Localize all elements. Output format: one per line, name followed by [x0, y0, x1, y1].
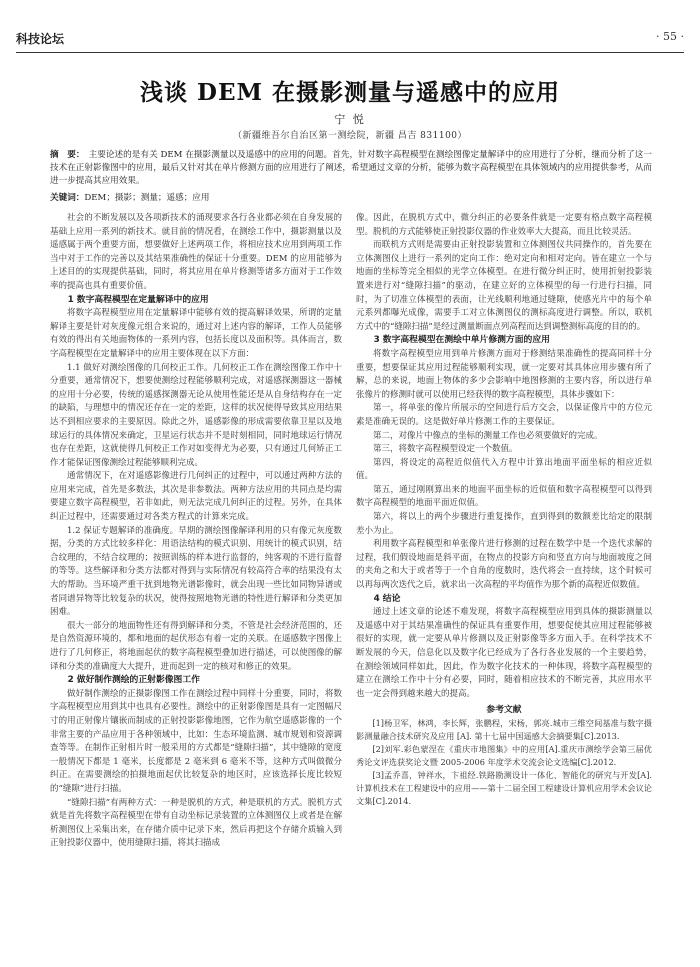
paragraph: 1.2 保证专题解译的准确度。早期的测绘图像解译利用的只有像元灰度数据，分类的方式比较多样化：用语法结构的模式识别、用统计的模式识别，结合纹理的，不结合纹理的；按照训练的样本进行监督的，纯客观的不进行监督的等等。这些解译和分类方法都对得到与实际情况有较高符合率的结果没有太大的帮助。当环境严重干扰到地物光谱影像时，就会出现一些比如同物异谱或者同谱异物等比较复杂的状况，使得按照地物光谱的特性进行解译和分类更加困难。: [50, 525, 342, 618]
paragraph: 第六，将以上的两个步骤进行重复操作，直到得到的数额差比给定的限制差小为止。: [356, 512, 652, 536]
running-header: [16, 30, 684, 48]
paragraph: 很大一部分的地面物性还有得到解译和分类，不管是社会经济范围的，还是自然资源环境的，都和地面的起伏形态有着一定的关联。在遥感数字图像上进行了几何修正，将地面起伏的数字高程模型叠加进行描述，可以使图像的解译和分类的准确度大大提升，进而起到一定的核对和修正的效果。: [50, 620, 342, 672]
paragraph: 第二，对像片中像点的坐标的测量工作也必须要做好的完成。: [373, 430, 603, 441]
keywords: [50, 192, 652, 205]
section-heading-3: 3 数字高程模型在测绘中单片修测方面的应用: [373, 335, 550, 346]
reference-item: [2]刘军.彩色蒙涅在《重庆市地图集》中的应用[A].重庆市测绘学会第三届优秀论文评选获奖论文暨 2005-2006 年度学术交流会论文选编[C].2012.: [356, 744, 652, 768]
abstract-label: 摘 要：: [50, 150, 85, 160]
journal-name: 科技论坛: [16, 32, 65, 46]
paragraph: 像。因此，在脱机方式中，微分纠正的必要条件就是一定要有格点数字高程模型。脱机的方式能够使正射投影仪器的作业效率大大提高，而且比较灵活。: [356, 213, 652, 237]
paper-title: 浅谈 DEM 在摄影测量与遥感中的应用: [140, 79, 560, 106]
author-affiliation: （新疆维吾尔自治区第一测绘院，新疆 昌吉 831100）: [232, 131, 468, 141]
reference-item: [3]孟乔喜，钟祥水，卞祖经.铁路勘测设计一体化、智能化的研究与开发[A]. 计算机技术在工程建设中的应用——第十二届全国工程建设计算机应用学术会议论文集[C].2014.: [356, 770, 652, 807]
right-column: [356, 212, 652, 808]
paragraph: 利用数字高程模型和单张像片进行修测的过程在数学中是一个迭代求解的过程，我们假设地面是斜平面，在物点的投影方向和竖直方向与地面坡度之间的夹角之和大于或者等于一个自角的度数时，迭代将会一直持续，这个时候可以再每两次迭代之后，就求出一次高程的平均值作为那个新的高程近似数值。: [356, 539, 652, 591]
paragraph: 通常情况下，在对遥感影像进行几何纠正的过程中，可以通过两种方法的应用来完成，首先是多数法，其次是非参数法。两种方法应用的共同点是均需要建立数字高程模型，若非如此，则无法完成几何纠正的过程。另外，在具体纠正过程中，还需要通过对各类方程式的计算来完成。: [50, 471, 342, 523]
paragraph: 第三，将数字高程模型设定一个数值。: [373, 444, 518, 455]
paragraph: 1.1 做好对测绘图像的几何校正工作。几何校正工作在测绘图像工作中十分重要，通常情况下，想要使测绘过程能够顺利完成，对遥感探测器这一器械的应用十分必要，传统的遥感探测器无论从使用性能还是从自身结构存在一定的缺陷，与理想中的情况还存在一定的差距，这样的状况使得导致其应用结果达不到相应要求的主要原因。除此之外，遥感影像的形成需要依靠卫星以及地球运行的具体情况来确定，卫星运行状态并不是时刻相同，同时地球运行情况也存在差距，这就使得几何校正工作对如变得尤为必要，只有通过几何矫正工作才能保证图像测绘过程能够顺利完成。: [50, 362, 342, 468]
page-number: · 55 ·: [656, 30, 684, 43]
paragraph: 第五，通过刚刚算出来的地面平面坐标的近似值和数字高程模型可以得到数字高程模型的地面平面近似值。: [356, 484, 652, 509]
paragraph: 社会的不断发展以及各项新技术的涌现要求各行各业都必须在自身发展的基础上应用一系列的新技术。就目前的情况看，在测绘工作中，摄影测量以及遥感属于两个重要方面，想要做好上述两项工作，将相应技术应用到两项工作当中对于工作的完善以及其结果准确性的保证十分重要。DEM 的应用能够为上述目的的实现提供基础，同时，将其应用在单片修测等诸多方面对于工作效率的提高也具有重要价值。: [50, 213, 342, 291]
paragraph: 而联机方式则是需要由正射投影装置和立体测图仪共同操作的，首先要在立体测图仪上进行一系列的定向工作：绝对定向和相对定向。皆在建立一个与地面的坐标等完全相似的光学立体模型。在进行微分纠正时，使用折射投影装置来进行对“缝隙扫描”的驱动，在建立好的立体模型的每一行进行扫描，同时，为了切准立体模型的表面，让光线顺利地通过缝隙，使感光片中的每个单元系列都曝光成像，需要手工对立体测图仪的测标高度进行调整。所以，联机方式中的“缝隙扫描”是经过测量断面点列高程而达到调整测标高度的目的的。: [356, 240, 652, 332]
reference-item: [1]杨卫军，林鸿，李长辉，张鹏程，宋杨，郭亮.城市三维空间基准与数字摄影测量融合技术研究及应用 [A]. 第十七届中国遥感大会摘要集[C].2013.: [356, 718, 652, 742]
header-divider: [16, 52, 684, 53]
paragraph: 通过上述文章的论述不难发现，将数字高程模型应用到具体的摄影测量以及遥感中对于其结果准确性的保证具有重要作用，想要促使其应用过程能够被很好的实现，就一定要从单片修测以及正射影像等多方面入手。在科学技术不断发展的今天，信息化以及数字化已经成为了各行各业发展的一个主要趋势，在测绘领域同样如此，因此，作为数字化技术的一种体现，将数字高程模型的建立在测绘工作中十分有必要，同时，随着相应技术的不断完善，其应用水平也一定会得到越来越大的提高。: [356, 607, 652, 699]
section-heading-1: 1 数字高程模型在定量解译中的应用: [67, 294, 209, 305]
paragraph: 第四，将设定的高程近似值代入方程中计算出地面平面坐标的相应近似值。: [356, 457, 652, 482]
keywords-label: 关键词：: [50, 193, 85, 203]
section-heading-4: 4 结论: [373, 593, 401, 604]
paragraph: 将数字高程模型应用在定量解译中能够有效的提高解译效果，所谓的定量解译主要是针对灰度像元组合来说的，通过对上述内容的解译，工作人员能够有效的得出有关地面物体的一系列内容，包括长度以及面积等。具体而言，数字高程模型在定量解译中的应用主要体现在以下方面：: [50, 308, 342, 359]
paragraph: “缝隙扫描”有两种方式：一种是脱机的方式，种是联机的方式。脱机方式就是首先将数字高程模型在带有自动坐标记录装置的立体测图仪上或者是在解析测图仪上采集出来，在存储介质中记录下来，然后再把这个存储介质输入到正射投影仪器中，使用缝隙扫描，将其扫描成: [50, 797, 342, 849]
paragraph: 做好制作测绘的正摄影像图工作在测绘过程中同样十分重要，同时，将数字高程模型应用到其中也具有必要性。测绘中的正射影像图是具有一定图幅尺寸的用正射像片镶嵌而制成的正射投影影像地图，它作为航空遥感影像的一个非常主要的产品应用于各种领域中，比如：生态环境监测、城市规划和资源调查等等。在制作正射相片时一般采用的方式都是“缝隙扫描”，其中缝隙的宽度一般情况下都是 1 毫米，长度都是 2 毫米到 6 毫米不等，这种方式叫做微分纠正。在需要测绘的拍摄地面起伏比较复杂的地区时，应该选择长度比较短的“缝隙”进行扫描。: [50, 688, 342, 794]
paragraph: 第一，将单张的像片所展示的空间进行后方交会，以保证像片中的方位元素是准确无误的。这是做好单片修测工作的主要保证。: [356, 403, 652, 427]
references-title: 参考文献: [486, 705, 522, 716]
section-heading-2: 2 做好制作测绘的正射影像图工作: [67, 675, 200, 686]
keywords-text: DEM；摄影；测量；遥感；应用: [84, 193, 210, 203]
paper-author: 宁 悦: [334, 113, 366, 126]
abstract: [50, 149, 652, 188]
paragraph: 将数字高程模型应用到单片修测方面对于修测结果准确性的提高同样十分重要，想要保证其应用过程能够顺利实现，就一定要对其具体应用步骤有所了解，总的来说，地面上物体的多少会影响中地图修测的主要内容，所以进行单张像片的修测时就可以使用已经获得的数字高程模型，具体步骤如下：: [356, 348, 652, 400]
left-column: [50, 212, 342, 851]
abstract-text: 主要论述的是有关 DEM 在摄影测量以及遥感中的应用的问题。首先，针对数字高程模型在测绘图像定量解译中的应用进行了分析，继而分析了这一技术在正射影像图中的应用，最后又针对其在单片修测方面的应用进行了阐述，希望通过文章的分析，能够为数字高程模型在具体领域内的应用提供参考，从而进一步提高其应用效果。: [50, 150, 652, 186]
